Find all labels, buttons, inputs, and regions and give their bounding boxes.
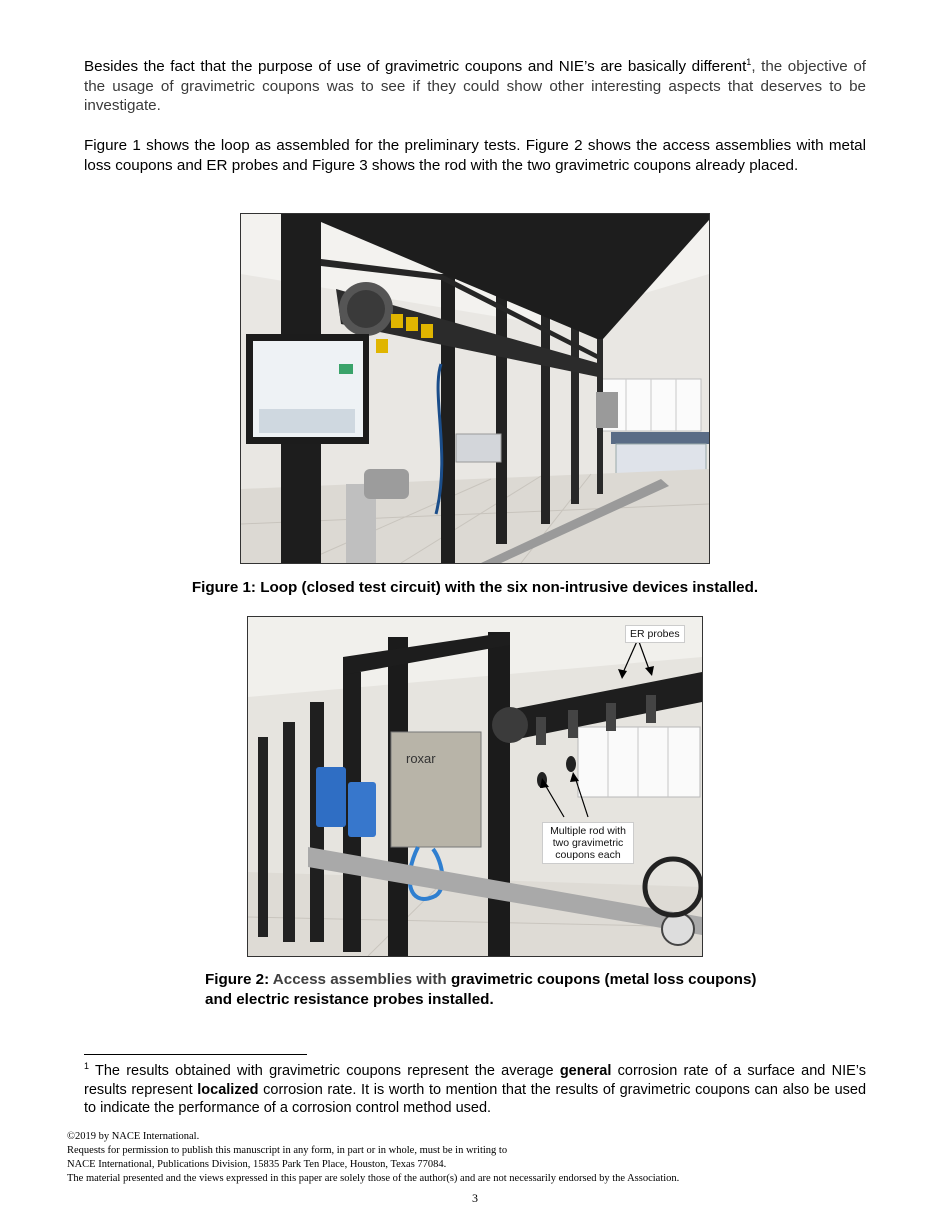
footnote [84, 1062, 866, 1118]
address-line: NACE International, Publications Division, 15835 Park Ten Place, Houston, Texas 77084. [67, 1159, 447, 1170]
page-number: 3 [472, 1191, 478, 1205]
footnote-text-1: The results obtained with gravimetric coupons represent the average [95, 1063, 554, 1079]
figure-1-illustration [241, 214, 709, 563]
footnote-text-3: corrosion rate. It is worth to mention that the results of gravimetric coupons can also be used to indicate the performance of a corrosion control method used. [84, 1081, 867, 1116]
paragraph-1 [84, 57, 866, 116]
roxar-logo: roxar [406, 751, 436, 766]
permission-line: Requests for permission to publish this manuscript in any form, in part or in whole, must be in writing to [67, 1145, 508, 1156]
footnote-divider [84, 1054, 307, 1055]
figure-2-caption-rest: gravimetric coupons (metal loss coupons) and electric resistance probes installed. [205, 971, 757, 1008]
figure-1-caption: Figure 1: Loop (closed test circuit) with the six non-intrusive devices installed. [191, 579, 759, 596]
footnote-text-2: corrosion rate of a surface and NIE’s results represent [84, 1063, 866, 1098]
callout-er-probes: ER probes [625, 625, 685, 643]
figure-1-photo [240, 213, 710, 564]
paragraph-1-text-a: Besides the fact that the purpose of use of gravimetric coupons and NIE’s are basically different [84, 58, 747, 75]
copyright-line: ©2019 by NACE International. [67, 1131, 200, 1142]
footnote-mark: 1 [84, 1061, 90, 1072]
paragraph-2: Figure 1 shows the loop as assembled for the preliminary tests. Figure 2 shows the access assemblies with metal loss coupons and ER probes and Figure 3 shows the rod with the two gravimetric coupons already placed. [84, 137, 866, 174]
figure-2-photo [247, 616, 703, 957]
figure-2-caption-label: Figure 2: [205, 971, 270, 988]
figure-2-caption [205, 970, 765, 1009]
disclaimer-line: The material presented and the views expressed in this paper are solely those of the author(s) and are not necessarily endorsed by the Association. [67, 1173, 680, 1184]
footnote-bold-localized: localized [197, 1081, 259, 1098]
figure-2-illustration [248, 617, 702, 956]
copyright-block [67, 1130, 679, 1186]
figure-2-caption-grey: Access assemblies with [272, 971, 447, 988]
paragraph-1-text-b: , the objective of the usage of gravimetric coupons was to see if they could show other interesting aspects that deserves to be investigate. [84, 58, 866, 114]
footnote-ref: 1 [746, 56, 752, 67]
callout-multiple-rod: Multiple rod with two gravimetric coupons each [542, 822, 634, 864]
footnote-bold-general: general [559, 1063, 612, 1079]
